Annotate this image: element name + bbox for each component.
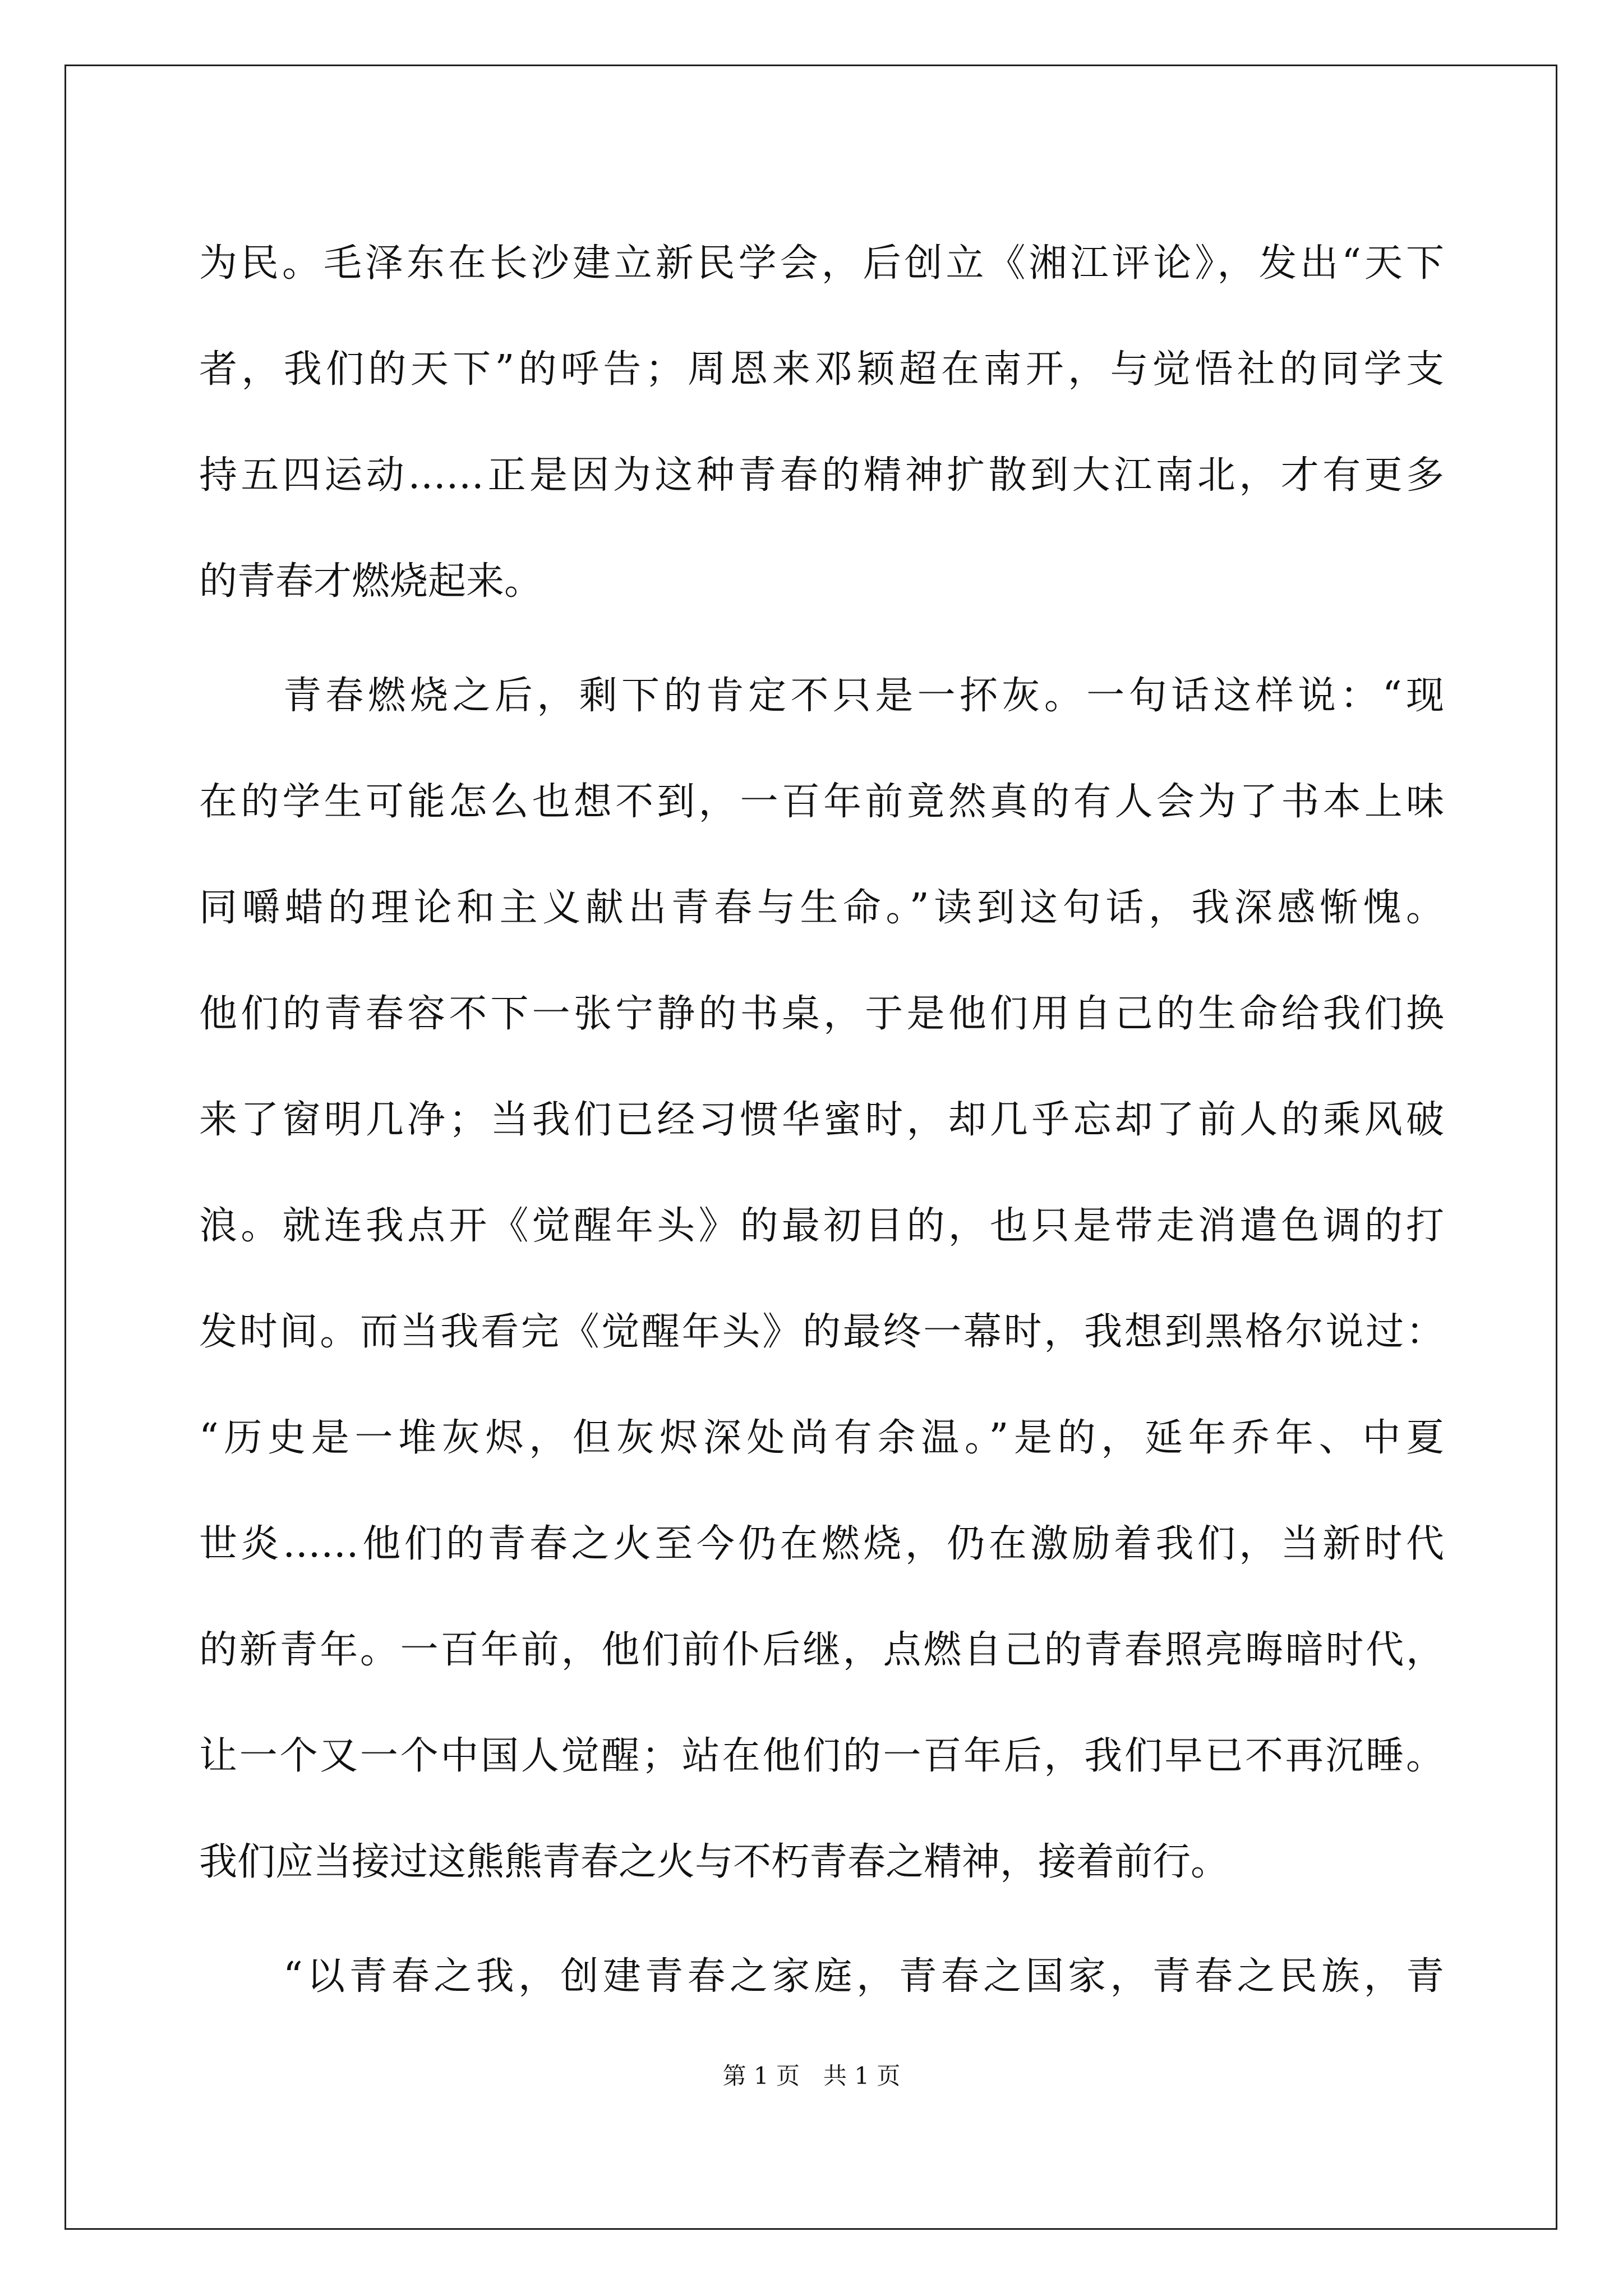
text-line: 发时间。而当我看完《觉醒年头》的最终一幕时，我想到黑格尔说过：	[199, 1310, 1444, 1354]
text-line: 让一个又一个中国人觉醒；站在他们的一百年后，我们早已不再沉睡。	[199, 1734, 1444, 1778]
paragraph-3	[199, 1924, 1444, 2030]
text-line: 他们的青春容不下一张宁静的书桌，于是他们用自己的生命给我们换	[199, 992, 1444, 1036]
paragraph-2	[199, 643, 1444, 1915]
text-line: 青春燃烧之后，剩下的肯定不只是一抔灰。一句话这样说：“现	[283, 674, 1444, 718]
text-line: 我们应当接过这熊熊青春之火与不朽青春之精神，接着前行。	[199, 1840, 1229, 1884]
text-line: 来了窗明几净；当我们已经习惯华蜜时，却几乎忘却了前人的乘风破	[199, 1098, 1444, 1142]
text-line: “历史是一堆灰烬，但灰烬深处尚有余温。”是的，延年乔年、中夏	[199, 1416, 1444, 1460]
text-line: 者，我们的天下”的呼告；周恩来邓颖超在南开，与觉悟社的同学支	[199, 347, 1444, 392]
text-line: “以青春之我，创建青春之家庭，青春之国家，青春之民族，青	[283, 1954, 1444, 1999]
text-line: 在的学生可能怎么也想不到，一百年前竟然真的有人会为了书本上味	[199, 780, 1444, 824]
page-number-label: 第 1 页 共 1 页	[722, 2062, 901, 2090]
document-body	[199, 210, 1444, 2030]
text-line: 的青春才燃烧起来。	[199, 559, 543, 604]
text-line: 为民。毛泽东在长沙建立新民学会，后创立《湘江评论》，发出“天下	[199, 241, 1444, 286]
page-footer	[0, 2058, 1623, 2091]
text-line: 同嚼蜡的理论和主义献出青春与生命。”读到这句话，我深感惭愧。	[199, 886, 1444, 930]
text-line: 浪。就连我点开《觉醒年头》的最初目的，也只是带走消遣色调的打	[199, 1204, 1444, 1248]
text-line: 的新青年。一百年前，他们前仆后继，点燃自己的青春照亮晦暗时代，	[199, 1628, 1444, 1672]
text-line: 世炎……他们的青春之火至今仍在燃烧，仍在激励着我们，当新时代	[199, 1522, 1444, 1566]
text-line: 持五四运动……正是因为这种青春的精神扩散到大江南北，才有更多	[199, 453, 1444, 498]
paragraph-1	[199, 210, 1444, 634]
